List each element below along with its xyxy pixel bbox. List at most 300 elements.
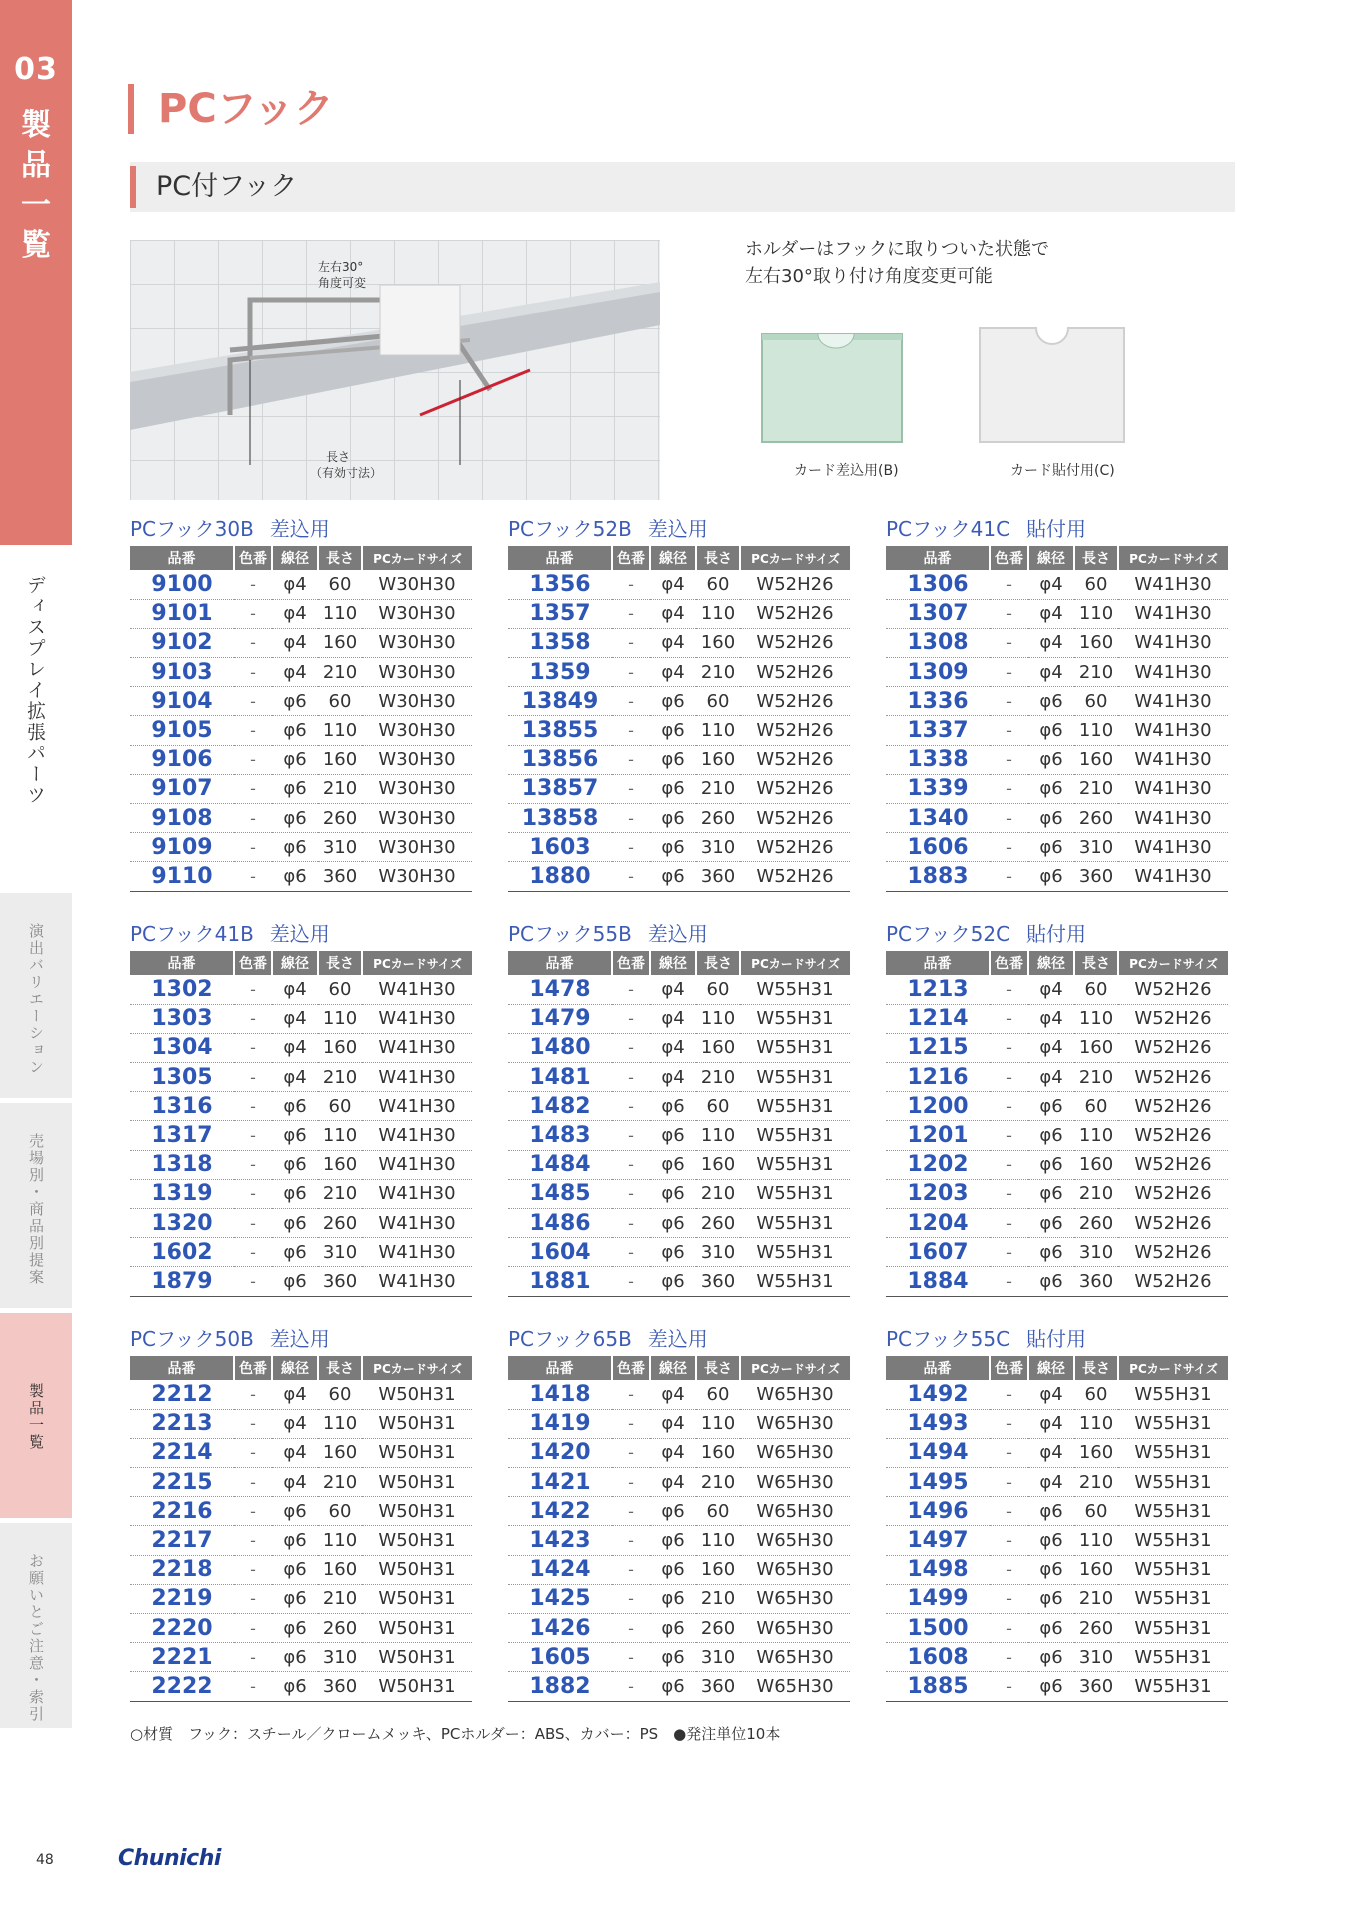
wire-diameter: φ6 — [272, 862, 318, 891]
length: 110 — [1074, 1121, 1118, 1150]
table-row — [508, 1209, 850, 1238]
product-code: 1423 — [508, 1526, 612, 1555]
color-code: - — [612, 833, 650, 862]
wire-diameter: φ6 — [650, 1584, 696, 1613]
card-size: W55H31 — [740, 1209, 850, 1238]
card-size: W30H30 — [362, 716, 472, 745]
table-row — [508, 1033, 850, 1062]
product-code: 1605 — [508, 1643, 612, 1672]
card-size: W41H30 — [1118, 774, 1228, 803]
column-header: 線径 — [1028, 951, 1074, 975]
card-size: W52H26 — [740, 804, 850, 833]
card-size: W55H31 — [740, 1150, 850, 1179]
length: 160 — [1074, 628, 1118, 657]
length: 60 — [318, 687, 362, 716]
card-size: W30H30 — [362, 745, 472, 774]
color-code: - — [612, 1179, 650, 1208]
product-code: 1426 — [508, 1614, 612, 1643]
product-code: 9106 — [130, 745, 234, 774]
product-code: 1604 — [508, 1238, 612, 1267]
product-block — [886, 917, 1228, 1297]
product-code: 1421 — [508, 1468, 612, 1497]
card-size: W52H26 — [1118, 1004, 1228, 1033]
product-code: 1496 — [886, 1497, 990, 1526]
color-code: - — [234, 1004, 272, 1033]
card-size: W55H31 — [740, 1121, 850, 1150]
table-row — [130, 570, 472, 599]
wire-diameter: φ4 — [272, 1409, 318, 1438]
wire-diameter: φ6 — [1028, 1614, 1074, 1643]
card-size: W52H26 — [1118, 1179, 1228, 1208]
block-kind: 差込用 — [647, 1327, 708, 1351]
wire-diameter: φ4 — [650, 1468, 696, 1497]
sidebar-tab-display-parts[interactable] — [0, 545, 72, 890]
card-size: W52H26 — [740, 628, 850, 657]
table-row — [130, 1092, 472, 1121]
card-size: W52H26 — [740, 658, 850, 687]
table-row — [886, 975, 1228, 1004]
product-code: 9107 — [130, 774, 234, 803]
card-size: W50H31 — [362, 1497, 472, 1526]
section-title: 製品一覧 — [21, 108, 51, 263]
product-code: 1306 — [886, 570, 990, 599]
product-block — [508, 917, 850, 1297]
wire-diameter: φ6 — [272, 1179, 318, 1208]
color-code: - — [234, 599, 272, 628]
wire-diameter: φ4 — [272, 1438, 318, 1467]
length: 210 — [318, 774, 362, 803]
card-size: W50H31 — [362, 1468, 472, 1497]
product-code: 9109 — [130, 833, 234, 862]
length: 210 — [696, 1468, 740, 1497]
table-row — [130, 1179, 472, 1208]
card-size: W65H30 — [740, 1438, 850, 1467]
wire-diameter: φ6 — [1028, 1643, 1074, 1672]
product-code: 2215 — [130, 1468, 234, 1497]
table-row — [508, 599, 850, 628]
length: 260 — [1074, 1614, 1118, 1643]
table-row — [508, 1150, 850, 1179]
card-size: W52H26 — [740, 716, 850, 745]
length: 160 — [1074, 1438, 1118, 1467]
column-header: PCカードサイズ — [1118, 951, 1228, 975]
wire-diameter: φ4 — [272, 1063, 318, 1092]
wire-diameter: φ4 — [1028, 658, 1074, 687]
sidebar-tab-proposal[interactable] — [0, 1103, 72, 1308]
note-line: ホルダーはフックに取りついた状態で — [745, 239, 1050, 260]
color-code: - — [612, 1468, 650, 1497]
length: 60 — [1074, 1497, 1118, 1526]
color-code: - — [990, 1584, 1028, 1613]
wire-diameter: φ4 — [650, 1438, 696, 1467]
card-size: W52H26 — [1118, 1150, 1228, 1179]
card-size: W65H30 — [740, 1380, 850, 1409]
sidebar-active-section[interactable] — [0, 0, 72, 545]
card-size: W50H31 — [362, 1555, 472, 1584]
block-title — [130, 917, 472, 951]
color-code: - — [612, 1063, 650, 1092]
color-code: - — [990, 1209, 1028, 1238]
card-size: W55H31 — [1118, 1643, 1228, 1672]
wire-diameter: φ6 — [650, 1092, 696, 1121]
color-code: - — [234, 658, 272, 687]
card-size: W41H30 — [1118, 804, 1228, 833]
card-size: W41H30 — [1118, 716, 1228, 745]
card-size: W52H26 — [740, 774, 850, 803]
wire-diameter: φ6 — [1028, 1092, 1074, 1121]
wire-diameter: φ6 — [1028, 716, 1074, 745]
wire-diameter: φ6 — [1028, 862, 1074, 891]
table-row — [886, 1004, 1228, 1033]
block-kind: 貼付用 — [1026, 1327, 1087, 1351]
brand-logo: Chunichi — [118, 1846, 221, 1871]
table-row — [130, 628, 472, 657]
table-row — [886, 716, 1228, 745]
card-size: W55H31 — [740, 1267, 850, 1296]
length: 310 — [696, 1643, 740, 1672]
product-code: 1340 — [886, 804, 990, 833]
table-row — [130, 745, 472, 774]
block-name: PCフック55C — [886, 1327, 1011, 1351]
table-row — [508, 745, 850, 774]
wire-diameter: φ4 — [272, 599, 318, 628]
length: 160 — [696, 628, 740, 657]
product-code: 1480 — [508, 1033, 612, 1062]
color-code: - — [612, 1555, 650, 1584]
card-size: W55H31 — [1118, 1672, 1228, 1701]
color-code: - — [234, 774, 272, 803]
product-code: 1479 — [508, 1004, 612, 1033]
card-size: W65H30 — [740, 1497, 850, 1526]
product-code: 1320 — [130, 1209, 234, 1238]
wire-diameter: φ6 — [1028, 1238, 1074, 1267]
length: 110 — [696, 716, 740, 745]
card-size: W52H26 — [1118, 1121, 1228, 1150]
product-code: 9108 — [130, 804, 234, 833]
product-code: 2216 — [130, 1497, 234, 1526]
table-row — [886, 687, 1228, 716]
product-code: 1200 — [886, 1092, 990, 1121]
product-block — [508, 512, 850, 892]
color-code: - — [990, 1121, 1028, 1150]
wire-diameter: φ6 — [1028, 1179, 1074, 1208]
wire-diameter: φ6 — [272, 1209, 318, 1238]
card-size: W52H26 — [1118, 1209, 1228, 1238]
column-header: 色番 — [234, 546, 272, 570]
table-row — [508, 570, 850, 599]
product-code: 1498 — [886, 1555, 990, 1584]
table-row — [508, 1409, 850, 1438]
product-code: 13858 — [508, 804, 612, 833]
angle-label: 左右30° — [318, 260, 364, 274]
length: 60 — [1074, 570, 1118, 599]
column-header: PCカードサイズ — [362, 951, 472, 975]
length: 60 — [696, 1497, 740, 1526]
product-code: 1418 — [508, 1380, 612, 1409]
block-name: PCフック30B — [130, 517, 254, 541]
product-code: 1203 — [886, 1179, 990, 1208]
product-code: 1602 — [130, 1238, 234, 1267]
wire-diameter: φ6 — [1028, 1497, 1074, 1526]
product-code: 1215 — [886, 1033, 990, 1062]
table-row — [130, 1380, 472, 1409]
length: 110 — [696, 1409, 740, 1438]
length: 110 — [696, 599, 740, 628]
color-code: - — [990, 1267, 1028, 1296]
card-size: W41H30 — [362, 1209, 472, 1238]
table-row — [508, 862, 850, 891]
spec-table — [508, 951, 850, 1297]
length: 360 — [318, 1267, 362, 1296]
product-code: 1337 — [886, 716, 990, 745]
block-title — [886, 1322, 1228, 1356]
color-code: - — [234, 1555, 272, 1584]
column-header: 品番 — [130, 1356, 234, 1380]
block-title — [508, 917, 850, 951]
color-code: - — [612, 1497, 650, 1526]
wire-diameter: φ6 — [272, 1497, 318, 1526]
color-code: - — [990, 570, 1028, 599]
block-title — [886, 917, 1228, 951]
product-code: 1336 — [886, 687, 990, 716]
column-header: PCカードサイズ — [1118, 1356, 1228, 1380]
product-code: 1214 — [886, 1004, 990, 1033]
table-row — [886, 1380, 1228, 1409]
spec-table — [886, 1356, 1228, 1702]
card-size: W52H26 — [740, 570, 850, 599]
table-row — [886, 804, 1228, 833]
length: 210 — [1074, 1063, 1118, 1092]
table-row — [886, 1497, 1228, 1526]
card-size: W52H26 — [740, 745, 850, 774]
product-code: 2214 — [130, 1438, 234, 1467]
card-size: W41H30 — [362, 1179, 472, 1208]
length: 210 — [1074, 1468, 1118, 1497]
product-code: 1201 — [886, 1121, 990, 1150]
column-header: 色番 — [990, 546, 1028, 570]
block-name: PCフック55B — [508, 922, 632, 946]
length: 360 — [1074, 862, 1118, 891]
product-code: 1483 — [508, 1121, 612, 1150]
column-header: 線径 — [650, 1356, 696, 1380]
length: 310 — [1074, 1238, 1118, 1267]
wire-diameter: φ6 — [272, 1526, 318, 1555]
card-size: W52H26 — [1118, 1063, 1228, 1092]
product-code: 1425 — [508, 1584, 612, 1613]
length: 110 — [696, 1004, 740, 1033]
card-size: W65H30 — [740, 1584, 850, 1613]
product-code: 1424 — [508, 1555, 612, 1584]
table-row — [508, 1004, 850, 1033]
sidebar-tab-product-list[interactable] — [0, 1313, 72, 1518]
table-row — [130, 687, 472, 716]
block-title — [508, 512, 850, 546]
table-row — [886, 1063, 1228, 1092]
card-size: W65H30 — [740, 1526, 850, 1555]
product-code: 1309 — [886, 658, 990, 687]
product-block — [130, 1322, 472, 1702]
color-code: - — [612, 716, 650, 745]
color-code: - — [234, 1121, 272, 1150]
product-code: 1607 — [886, 1238, 990, 1267]
length: 360 — [318, 862, 362, 891]
column-header: 線径 — [650, 546, 696, 570]
column-header: 長さ — [1074, 546, 1118, 570]
wire-diameter: φ4 — [1028, 628, 1074, 657]
wire-diameter: φ6 — [650, 1179, 696, 1208]
page-title: PCフック — [128, 84, 334, 134]
wire-diameter: φ6 — [272, 1584, 318, 1613]
column-header: 線径 — [272, 546, 318, 570]
card-size: W52H26 — [740, 862, 850, 891]
column-header: 色番 — [990, 951, 1028, 975]
length: 160 — [318, 628, 362, 657]
wire-diameter: φ6 — [1028, 1209, 1074, 1238]
length: 260 — [696, 1209, 740, 1238]
card-size: W41H30 — [362, 1238, 472, 1267]
wire-diameter: φ6 — [272, 1121, 318, 1150]
table-row — [130, 862, 472, 891]
table-row — [130, 1209, 472, 1238]
wire-diameter: φ6 — [650, 862, 696, 891]
angle-note — [745, 236, 1049, 290]
color-code: - — [990, 1672, 1028, 1701]
product-code: 1882 — [508, 1672, 612, 1701]
card-size: W65H30 — [740, 1468, 850, 1497]
product-block — [886, 1322, 1228, 1702]
sidebar-tab-variation[interactable] — [0, 893, 72, 1098]
wire-diameter: φ6 — [272, 1238, 318, 1267]
color-code: - — [612, 745, 650, 774]
wire-diameter: φ6 — [650, 716, 696, 745]
card-size: W50H31 — [362, 1380, 472, 1409]
table-row — [886, 774, 1228, 803]
table-row — [886, 1468, 1228, 1497]
card-size: W41H30 — [1118, 570, 1228, 599]
wire-diameter: φ6 — [650, 687, 696, 716]
length: 60 — [1074, 1092, 1118, 1121]
wire-diameter: φ4 — [1028, 1409, 1074, 1438]
table-row — [130, 1033, 472, 1062]
section-number: 03 — [14, 52, 58, 87]
wire-diameter: φ6 — [1028, 1150, 1074, 1179]
product-code: 1884 — [886, 1267, 990, 1296]
color-code: - — [990, 1526, 1028, 1555]
sidebar-tab-notes-index[interactable] — [0, 1523, 72, 1728]
wire-diameter: φ6 — [1028, 1267, 1074, 1296]
product-code: 1484 — [508, 1150, 612, 1179]
product-code: 1478 — [508, 975, 612, 1004]
card-size: W52H26 — [740, 687, 850, 716]
wire-diameter: φ4 — [272, 975, 318, 1004]
color-code: - — [234, 687, 272, 716]
wire-diameter: φ6 — [650, 804, 696, 833]
card-size: W41H30 — [1118, 658, 1228, 687]
product-code: 2220 — [130, 1614, 234, 1643]
color-code: - — [612, 1614, 650, 1643]
card-size: W55H31 — [1118, 1438, 1228, 1467]
wire-diameter: φ6 — [272, 833, 318, 862]
table-row — [130, 833, 472, 862]
sidebar-tab-label: ディスプレイ拡張パーツ — [24, 575, 46, 806]
table-row — [508, 1643, 850, 1672]
card-size: W41H30 — [362, 1063, 472, 1092]
table-row — [130, 599, 472, 628]
table-row — [130, 1497, 472, 1526]
wire-diameter: φ4 — [272, 1468, 318, 1497]
color-code: - — [990, 1063, 1028, 1092]
wire-diameter: φ4 — [650, 1409, 696, 1438]
table-row — [886, 1121, 1228, 1150]
column-header: PCカードサイズ — [740, 546, 850, 570]
table-row — [130, 1238, 472, 1267]
product-code: 9110 — [130, 862, 234, 891]
page-number: 48 — [36, 1852, 54, 1868]
product-code: 1318 — [130, 1150, 234, 1179]
table-row — [886, 658, 1228, 687]
color-code: - — [234, 1584, 272, 1613]
length: 210 — [696, 658, 740, 687]
length: 160 — [696, 1150, 740, 1179]
color-code: - — [234, 833, 272, 862]
table-row — [508, 1179, 850, 1208]
color-code: - — [990, 1438, 1028, 1467]
color-code: - — [612, 1121, 650, 1150]
color-code: - — [990, 833, 1028, 862]
card-size: W30H30 — [362, 774, 472, 803]
column-header: 品番 — [886, 546, 990, 570]
card-size: W41H30 — [362, 1267, 472, 1296]
color-code: - — [234, 570, 272, 599]
length: 260 — [318, 1209, 362, 1238]
color-code: - — [612, 804, 650, 833]
length: 110 — [318, 1526, 362, 1555]
block-name: PCフック65B — [508, 1327, 632, 1351]
card-holder-c-image — [978, 320, 1126, 446]
table-row — [886, 1438, 1228, 1467]
product-code: 1338 — [886, 745, 990, 774]
wire-diameter: φ4 — [1028, 1033, 1074, 1062]
column-header: 色番 — [612, 951, 650, 975]
color-code: - — [234, 1409, 272, 1438]
color-code: - — [990, 1380, 1028, 1409]
column-header: 長さ — [696, 1356, 740, 1380]
table-row — [886, 1150, 1228, 1179]
card-size: W65H30 — [740, 1643, 850, 1672]
product-code: 9105 — [130, 716, 234, 745]
length: 160 — [1074, 1033, 1118, 1062]
color-code: - — [990, 687, 1028, 716]
block-title — [130, 1322, 472, 1356]
wire-diameter: φ6 — [1028, 1526, 1074, 1555]
block-kind: 貼付用 — [1026, 922, 1087, 946]
wire-diameter: φ4 — [650, 628, 696, 657]
product-code: 13849 — [508, 687, 612, 716]
length: 160 — [696, 1438, 740, 1467]
color-code: - — [990, 1409, 1028, 1438]
table-row — [130, 658, 472, 687]
product-code: 1420 — [508, 1438, 612, 1467]
column-header: 色番 — [612, 546, 650, 570]
wire-diameter: φ6 — [650, 1643, 696, 1672]
length: 160 — [318, 1438, 362, 1467]
color-code: - — [990, 658, 1028, 687]
table-row — [508, 1063, 850, 1092]
column-header: 長さ — [1074, 1356, 1118, 1380]
color-code: - — [990, 1238, 1028, 1267]
block-kind: 差込用 — [269, 517, 330, 541]
table-row — [886, 1092, 1228, 1121]
